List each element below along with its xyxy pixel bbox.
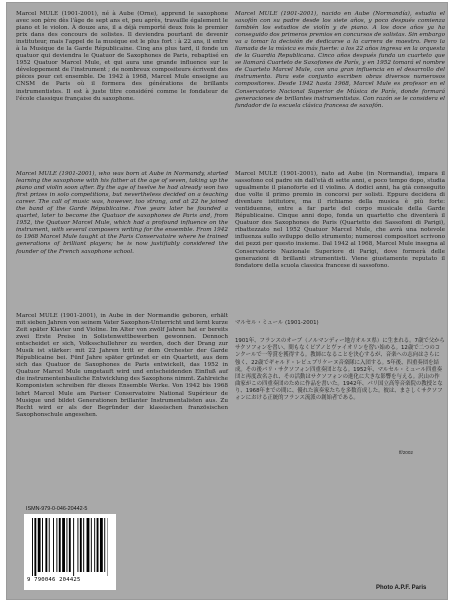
biography-japanese-text: 1901年、フランスのオーブ（ノルマンディー地方オルヌ県）に生まれる。7歳で父からサクソフォンを習い、間もなくピアノとヴァイオリンを習い始める。12歳で二つのコンクールで一等賞を獲得する。教師になることを決心するが、音楽への志向はさらに強く、22歳でギャルド・レピュブリケーヌ音楽隊に入団する。5年後、四重奏団を結成。その後パリ・サクソフォン四重奏団となる。1952年、マルセル・ミュール四重奏団と再度改名され、その活動はサクソフォンの進化に大きな影響を与える。沢山の作曲家がこの四重奏団のために作品を書いた。1942年、パリ国立高等音楽院の教授となり、1968年までの間に、優れた演奏家たちを多数育成した。彼は、まさしくサクソフォンにおける正統的フランス流派の創始者である。 (235, 338, 445, 402)
publisher-code: ff/2002 (399, 450, 413, 455)
barcode-bar (100, 518, 103, 572)
barcode-bar (104, 518, 105, 572)
barcode-bar (49, 518, 50, 572)
barcode-bar (62, 518, 65, 572)
barcode-bar (80, 518, 82, 572)
barcode-bar (38, 518, 41, 572)
biography-german: Marcel MULE (1901-2001), in Aube in der Normandie geboren, erhält mit sieben Jahren von seinem Vater Saxophon-Unterricht und lernt kurze Zeit später Klavier und Violine. Im Alter von zwölf Jahren hat er bereits zwei Erste Preise in Solistenwettbewerben gewonnen. Dennoch entscheidet er sich, Volksschullehrer zu werden, doch der Drang zur Musik ist stärker: mit 22 Jahren tritt er dem Orchester der Garde Républicaine bei. Fünf Jahre später gründet er ein Quartett, aus dem sich das Quatuor de Saxophones de Paris entwickelt, das 1952 in Quatuor Marcel Mule umgetauft wird und entscheidenden Einfluß auf die instrumentenbauliche Entwicklung des Saxophons nimmt. Zahlreiche Komponisten schreiben für dieses Ensemble Werke. Von 1942 bis 1968 lehrt Marcel Mule am Pariser Conservatoire National Supérieur de Musique und bildet Generationen brillanter Instrumentalisten aus. Zu Recht wird er als der Begründer der klassischen französischen Saxophonschule angesehen. (16, 313, 228, 418)
barcode-bar (91, 518, 92, 572)
barcode-bar (45, 518, 47, 572)
barcode-bar (69, 518, 71, 572)
back-cover (6, 2, 448, 600)
biography-italian: Marcel MULE (1901-2001), nato ad Aube (in Normandia), impara il sassofono col padre sin dall'età di sette anni, e poco tempo dopo, studia ugualmente il pianoforte ed il violino. A dodici anni, ha già conseguito due volte il primo premio in concorsi per solisti. Eppure decidera di diventare istitutore, ma il richiamo della musica è più forte: ventiduenne, entre a far parte del corpo musicale della Garde Républicaine. Cinque anni dopo, fonda un quartetto che diventerà il Quatuor des Saxophones de Paris (Quartetto dei Sassofoni di Parigi), ribattezzato nel 1952 Quatuor Marcel Mule, che avrà una notevole influenza sullo sviluppo dello strumento; numerosi compositori scrivono dei pezzi per questo insieme. Dal 1942 al 1968, Marcel Mule insegna al Conservatorio Nazionale Superiore di Parigi, dove formerà delle generazioni di brillanti strumentisti. Viene giustamente reputato il fondatore della scuola classica francese di sassofono. (235, 171, 445, 269)
barcode-bar (66, 518, 67, 572)
photo-credit: Photo A.P.F. Paris (376, 585, 427, 591)
barcode-bar (42, 518, 43, 572)
biography-spanish: Marcel MULE (1901-2001), nacido en Aube (Normandía), estudia el saxofón con su padre desde los siete años, y poco después comienza también los estudios de violín y de piano. A los doce años ya ha conseguido dos primeros premios en concursos de solistas. Sin embargo va a tomar la decisión de dedicarse a la carrera de maestro. Pero la llamada de la música es más fuerte: a los 22 años ingresa en la orquesta de la Guardia Republicana. Cinco años después funda un cuarteto que se llamará Cuarteto de Saxofones de París, y en 1952 tomará el nombre de Cuarteto Marcel Mule, con una gran influencia en el desarrollo del instrumento. Para este conjunto escriben obras diversos numerosos compositores. Desde 1942 hasta 1968, Marcel Mule es profesor en el Conservatorio Nacional Superior de Música de París, donde formará generaciones de brillantes instrumentistas. Con razón se le considera el fundador de la escuela clásica francesa de saxofón. (235, 11, 445, 109)
barcode (24, 514, 116, 590)
barcode-number: 9 790046 204425 (27, 577, 81, 583)
barcode-bar (73, 518, 74, 576)
barcode-bar (59, 518, 61, 572)
barcode-bar (87, 518, 90, 572)
biography-french: Marcel MULE (1901-2001), né à Aube (Orne), apprend le saxophone avec son père dès l'âge de sept ans et, peu après, travaille également le piano et le violon. À douze ans, il a déjà remporté deux fois le premier prix dans des concours de solistes. Il deviendra pourtant de devenir instituteur, mais l'appel de la musique est le plus fort : à 22 ans, il entre à la Musique de la Garde Républicaine. Cinq ans plus tard, il fonde un quatuor qui deviendra le Quatuor de Saxophones de Paris, rebaptisé en 1952 Quatuor Marcel Mule, et qui aura une grande influence sur le développement de l'instrument ; de nombreux compositeurs écrivent des pièces pour cet ensemble. De 1942 à 1968, Marcel Mule enseigne au CNSM de Paris où il formera des générations de brillants instrumentistes. Il est à juste titre considéré comme le fondateur de l'école classique française du saxophone. (16, 11, 228, 102)
barcode-bars (32, 518, 108, 576)
barcode-bar (56, 518, 57, 572)
ismn-number: ISMN-979-0-046-20442-5 (26, 506, 88, 512)
barcode-bar (83, 518, 84, 572)
barcode-bar (34, 518, 36, 576)
barcode-bar (32, 518, 33, 576)
biography-english: Marcel MULE (1901-2001), who was born at Aube in Normandy, started learning the saxophone with his father at the age of seven, taking up the piano and violin soon after. By the age of twelve he had already won two first prizes in solo competitions, but nevertheless decided on a teaching career. The call of music was, however, too strong, and at 22 he joined the band of the Garde Républicaine. Five years later he founded a quartet, later to become the Quatuor de saxophones de Paris and, from 1952, the Quatuor Marcel Mule, which had a profound influence on the instrument, with several composers writing for the ensemble. From 1942 to 1968 Marcel Mule taught at the Paris Conservatoire where he trained generations of brilliant players; he is now justifiably considered the founder of the French saxophone school. (16, 171, 228, 255)
barcode-bar (53, 518, 54, 572)
barcode-bar (97, 518, 99, 572)
biography-japanese (235, 313, 445, 409)
biography-japanese-title: マルセル・ミュール (1901-2001) (235, 320, 319, 327)
barcode-bar (77, 518, 78, 572)
barcode-bar (94, 518, 95, 572)
